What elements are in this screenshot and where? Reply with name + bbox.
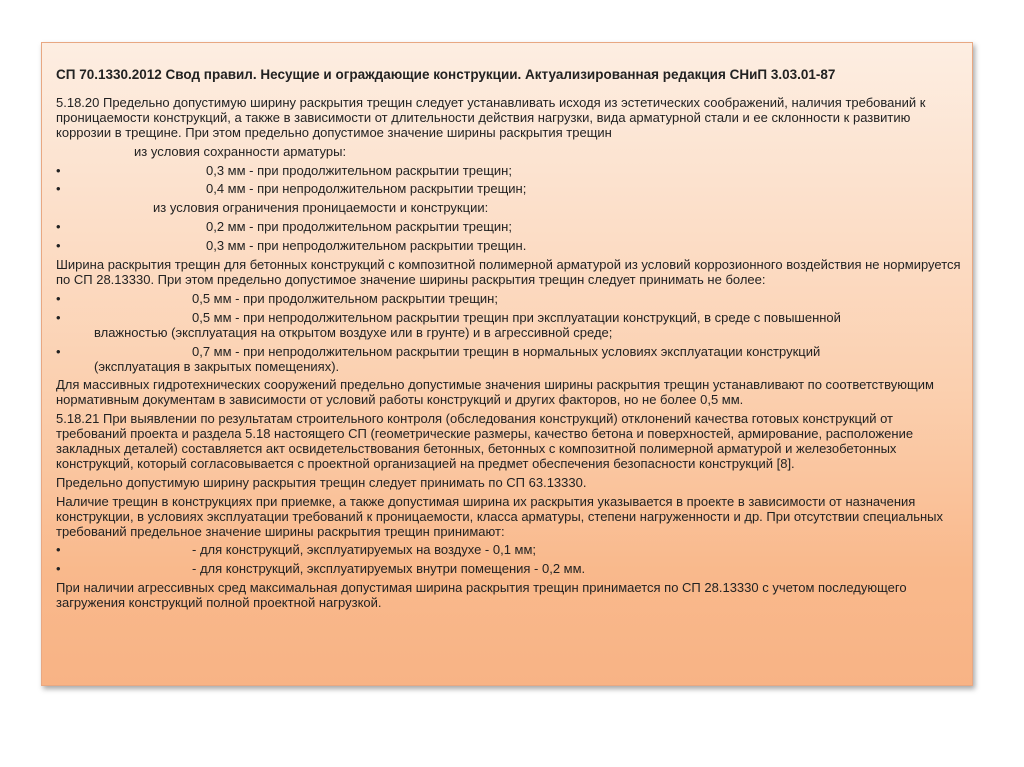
bullet-icon: • bbox=[56, 238, 61, 254]
slide-title: СП 70.1330.2012 Свод правил. Несущие и ограждающие конструкции. Актуализированная редакция СНиП 3.03.01-87 bbox=[56, 67, 836, 82]
paragraph-5-18-20: 5.18.20 Предельно допустимую ширину раскрытия трещин следует устанавливать исходя из эстетических соображений, наличия требований к проницаемости конструкций, а также в зависимости от длительности действия нагрузки, вида арматурной стали и ее склонности к развитию коррозии в трещине. При этом предельно допустимое значение ширины раскрытия трещин bbox=[56, 94, 926, 140]
list-item-text: 0,2 мм - при продолжительном раскрытии трещин; bbox=[206, 219, 512, 235]
list-item-text: 0,5 мм - при продолжительном раскрытии трещин; bbox=[192, 290, 498, 306]
bullet-icon: • bbox=[56, 343, 61, 359]
list-item bbox=[56, 311, 964, 341]
paragraph-composite: Ширина раскрытия трещин для бетонных конструкций с композитной полимерной арматурой из условий коррозионного воздействия не нормируется по СП 28.13330. При этом предельно допустимое значение ширины раскрытия трещин следует принимать не более: bbox=[56, 257, 961, 287]
slide bbox=[41, 42, 973, 686]
list-item bbox=[56, 220, 964, 235]
bullet-icon: • bbox=[56, 181, 61, 197]
list-item-line-2: (эксплуатация в закрытых помещениях). bbox=[94, 358, 340, 374]
list-item-text: - для конструкций, эксплуатируемых на воздухе - 0,1 мм; bbox=[192, 542, 537, 558]
bullet-icon: • bbox=[56, 542, 61, 558]
list-item bbox=[56, 345, 964, 375]
list-item bbox=[56, 543, 964, 558]
list-item bbox=[56, 239, 964, 254]
list-item-text bbox=[94, 311, 964, 341]
list-item-text: - для конструкций, эксплуатируемых внутри помещения - 0,2 мм. bbox=[192, 561, 586, 577]
bullet-icon: • bbox=[56, 309, 61, 325]
list-item bbox=[56, 292, 964, 307]
list-item-text: 0,3 мм - при продолжительном раскрытии трещин; bbox=[206, 162, 512, 178]
list-item bbox=[56, 562, 964, 577]
slide-content bbox=[56, 68, 964, 615]
list-item-text bbox=[94, 345, 964, 375]
paragraph-hydro: Для массивных гидротехнических сооружений предельно допустимые значения ширины раскрытия трещин устанавливают по соответствующим нормативным документам в зависимости от условий работы конструкций и других факторов, но не более 0,5 мм. bbox=[56, 377, 934, 408]
list-item-text: 0,3 мм - при непродолжительном раскрытии трещин. bbox=[206, 238, 527, 254]
paragraph-5-18-21: 5.18.21 При выявлении по результатам строительного контроля (обследования конструкций) отклонений качества готовых конструкций от требований проекта и раздела 5.18 настоящего СП (геометрические размеры, качество бетона и поверхностей, армирование, расположение закладных деталей) составляется акт освидетельствования бетонных, бетонных с композитной полимерной арматурой и железобетонных конструкций, который согласовывается с проектной организацией на предмет обеспечения безопасности конструкций [8]. bbox=[56, 411, 914, 471]
list-item bbox=[56, 164, 964, 179]
bullet-icon: • bbox=[56, 219, 61, 235]
bullet-icon: • bbox=[56, 561, 61, 577]
bullet-icon: • bbox=[56, 290, 61, 306]
paragraph-sp63: Предельно допустимую ширину раскрытия трещин следует принимать по СП 63.13330. bbox=[56, 474, 587, 490]
bullet-icon: • bbox=[56, 162, 61, 178]
list-item bbox=[56, 182, 964, 197]
list-item-line-2: влажностью (эксплуатация на открытом воздухе или в грунте) и в агрессивной среде; bbox=[94, 324, 613, 340]
list-item-text: 0,4 мм - при непродолжительном раскрытии трещин; bbox=[206, 181, 527, 197]
list-item-line-1: 0,7 мм - при непродолжительном раскрытии трещин в нормальных условиях эксплуатации конструкций bbox=[192, 343, 821, 359]
paragraph-aggressive: При наличии агрессивных сред максимальная допустимая ширина раскрытия трещин принимается по СП 28.13330 с учетом последующего загружения конструкций полной проектной нагрузкой. bbox=[56, 580, 907, 611]
subheading-reinforcement: из условия сохранности арматуры: bbox=[134, 143, 347, 159]
paragraph-acceptance: Наличие трещин в конструкциях при приемке, а также допустимая ширина их раскрытия указывается в проекте в зависимости от назначения конструкции, в условиях эксплуатации требований к проницаемости, класса арматуры, степени нагруженности и др. При отсутствии специальных требований предельное значение ширины раскрытия трещин принимают: bbox=[56, 493, 943, 539]
list-item-line-1: 0,5 мм - при непродолжительном раскрытии трещин при эксплуатации конструкций, в среде с повышенной bbox=[192, 309, 841, 325]
subheading-permeability: из условия ограничения проницаемости и конструкции: bbox=[153, 200, 489, 216]
